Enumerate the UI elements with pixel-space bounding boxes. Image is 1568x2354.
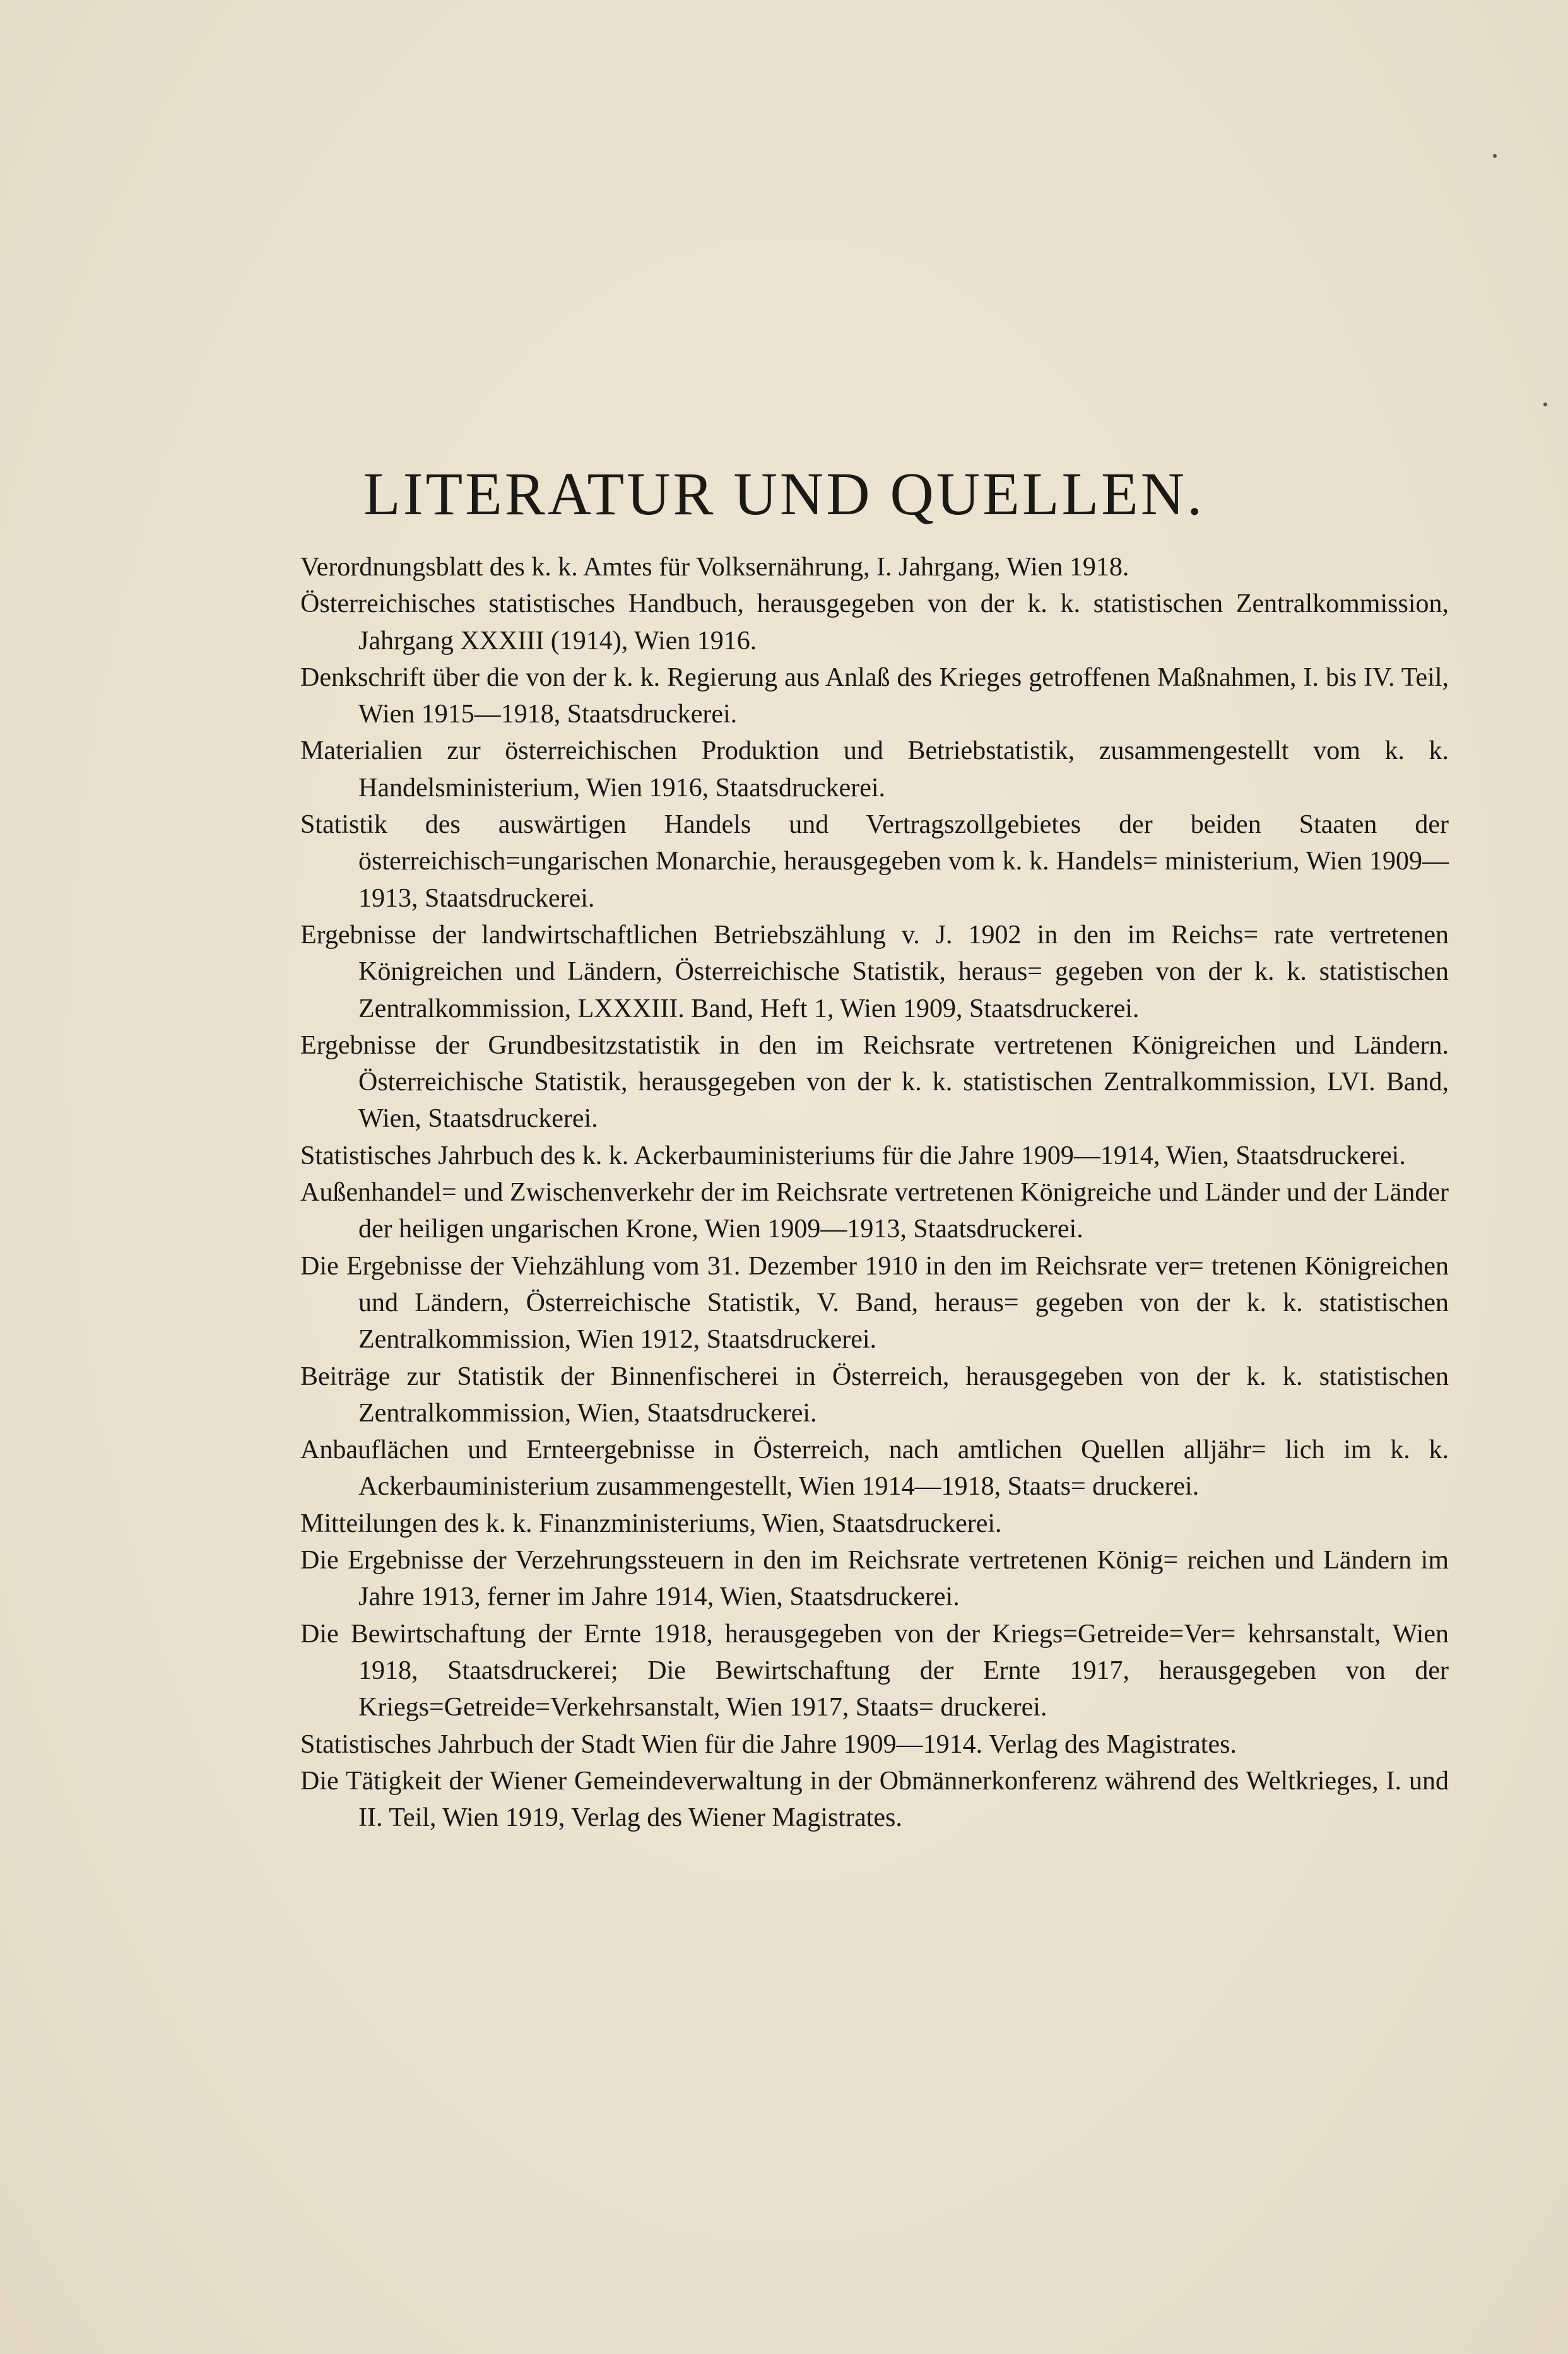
bibliography-entry: Ergebnisse der Grundbesitzstatistik in den im Reichsrate vertretenen Königreichen und Ländern. Österreichische Statistik, herausgegeben von der k. k. statistischen Zentralkommission, LVI. Band, Wien, Staatsdruckerei. [300, 1030, 1449, 1134]
bibliography-entry: Ergebnisse der landwirtschaftlichen Betriebszählung v. J. 1902 in den im Reichs= rate vertretenen Königreichen und Ländern, Österreichische Statistik, heraus= gegeben von der k. k. statistischen Zentralkommission, LXXXIII. Band, Heft 1, Wien 1909, Staatsdruckerei. [300, 920, 1449, 1023]
bibliography-entry: Die Ergebnisse der Verzehrungssteuern in den im Reichsrate vertretenen König= reichen und Ländern im Jahre 1913, ferner im Jahre 1914, Wien, Staatsdruckerei. [300, 1546, 1449, 1612]
bibliography-entry: Die Ergebnisse der Viehzählung vom 31. Dezember 1910 in den im Reichsrate ver= tretenen Königreichen und Ländern, Österreichische Statistik, V. Band, heraus= gegeben von der k. k. statistischen Zentralkommission, Wien 1912, Staatsdruckerei. [300, 1251, 1449, 1355]
bibliography-entry: Mitteilungen des k. k. Finanzministeriums, Wien, Staatsdruckerei. [300, 1509, 1002, 1538]
bibliography-list [300, 549, 1449, 1836]
bibliography-entry: Verordnungsblatt des k. k. Amtes für Volksernährung, I. Jahrgang, Wien 1918. [300, 553, 1129, 582]
paper-speck [1493, 154, 1497, 158]
paper-speck [1543, 403, 1547, 406]
page-title: LITERATUR UND QUELLEN. [363, 460, 1205, 527]
bibliography-entry: Statistik des auswärtigen Handels und Vertragszollgebietes der beiden Staaten der österreichisch=ungarischen Monarchie, herausgegeben vom k. k. Handels= ministerium, Wien 1909—1913, Staatsdruckerei. [300, 810, 1449, 913]
bibliography-entry: Statistisches Jahrbuch des k. k. Ackerbauministeriums für die Jahre 1909—1914, Wien, Staatsdruckerei. [300, 1141, 1406, 1170]
bibliography-entry: Statistisches Jahrbuch der Stadt Wien für die Jahre 1909—1914. Verlag des Magistrates. [300, 1729, 1237, 1759]
bibliography-entry: Anbauflächen und Ernteergebnisse in Österreich, nach amtlichen Quellen alljähr= lich im k. k. Ackerbauministerium zusammengestellt, Wien 1914—1918, Staats= druckerei. [300, 1435, 1449, 1502]
bibliography-entry: Außenhandel= und Zwischenverkehr der im Reichsrate vertretenen Königreiche und Länder und der Länder der heiligen ungarischen Krone, Wien 1909—1913, Staatsdruckerei. [300, 1178, 1449, 1244]
bibliography-entry: Die Bewirtschaftung der Ernte 1918, herausgegeben von der Kriegs=Getreide=Ver= kehrsanstalt, Wien 1918, Staatsdruckerei; Die Bewirtschaftung der Ernte 1917, herausgegeben von der Kriegs=Getreide=Verkehrsanstalt, Wien 1917, Staats= druckerei. [300, 1619, 1449, 1722]
bibliography-entry: Denkschrift über die von der k. k. Regierung aus Anlaß des Krieges getroffenen Maßnahmen, I. bis IV. Teil, Wien 1915—1918, Staatsdruckerei. [300, 662, 1449, 729]
bibliography-entry: Österreichisches statistisches Handbuch, herausgegeben von der k. k. statistischen Zentralkommission, Jahrgang XXXIII (1914), Wien 1916. [300, 589, 1449, 656]
bibliography-entry: Materialien zur österreichischen Produktion und Betriebstatistik, zusammengestellt vom k. k. Handelsministerium, Wien 1916, Staatsdruckerei. [300, 736, 1449, 803]
bibliography-entry: Die Tätigkeit der Wiener Gemeindeverwaltung in der Obmännerkonferenz während des Weltkrieges, I. und II. Teil, Wien 1919, Verlag des Wiener Magistrates. [300, 1766, 1449, 1833]
bibliography-entry: Beiträge zur Statistik der Binnenfischerei in Österreich, herausgegeben von der k. k. statistischen Zentralkommission, Wien, Staatsdruckerei. [300, 1362, 1449, 1428]
